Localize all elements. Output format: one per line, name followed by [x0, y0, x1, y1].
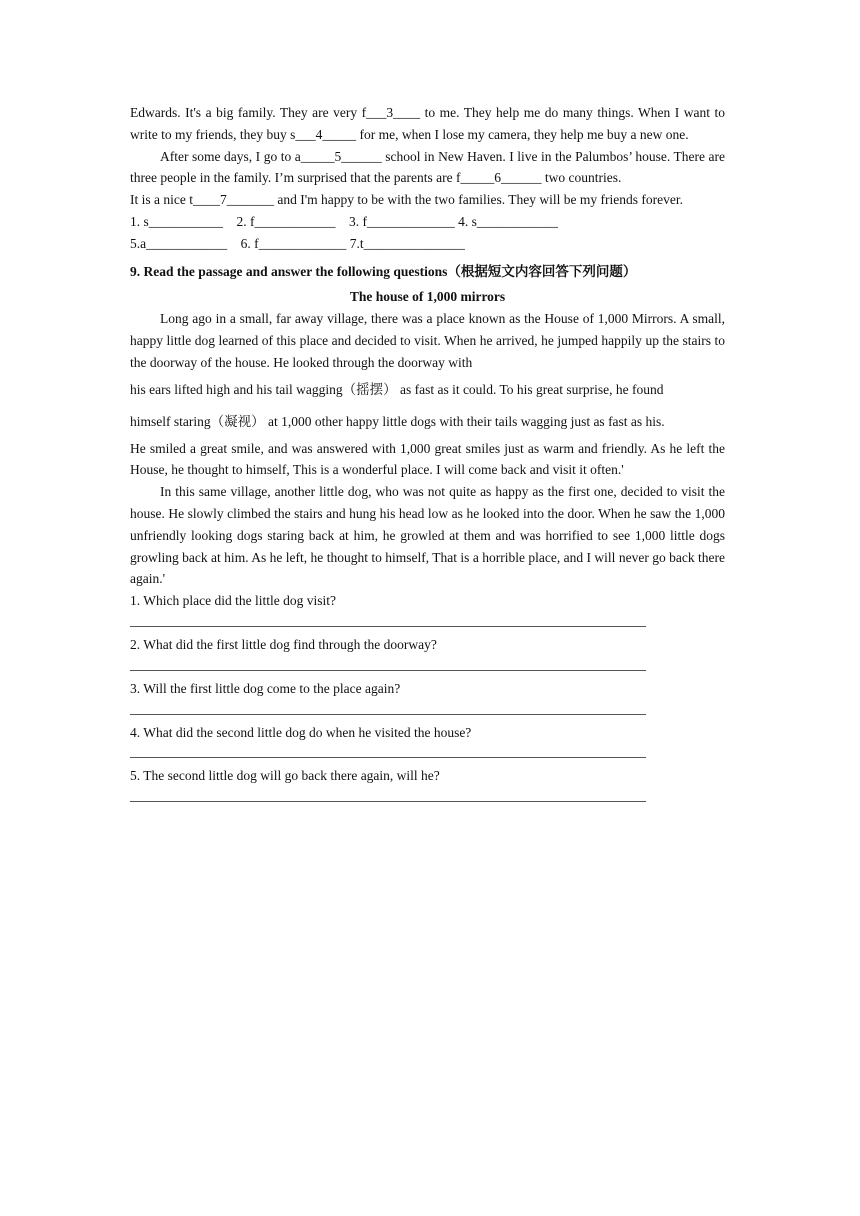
question-4: 4. What did the second little dog do when he visited the house? — [130, 724, 472, 740]
cloze-answer-row-1: 1. s___________ 2. f____________ 3. f_____________ 4. s____________ — [130, 213, 558, 229]
cloze-paragraph-3: It is a nice t____7_______ and I'm happy to be with the two families. They will be my friends forever. — [130, 192, 683, 208]
worksheet-page — [130, 102, 725, 809]
question-5: 5. The second little dog will go back there again, will he? — [130, 768, 440, 784]
answer-line-2[interactable] — [130, 656, 646, 671]
cloze-answer-row-2: 5.a____________ 6. f_____________ 7.t_______________ — [130, 235, 465, 251]
passage-paragraph-1d: He smiled a great smile, and was answered with 1,000 great smiles just as warm and friendly. As he left the House, he thought to himself, This is a wonderful place. I will come back and visit it often.' — [130, 440, 725, 478]
passage-title: The house of 1,000 mirrors — [349, 289, 506, 305]
answer-line-5[interactable] — [130, 787, 646, 802]
question-2: 2. What did the first little dog find through the doorway? — [130, 636, 437, 652]
answer-line-1[interactable] — [130, 612, 646, 627]
passage-paragraph-1b: his ears lifted high and his tail wagging（摇摆） as fast as it could. To his great surprise, he found — [130, 381, 664, 397]
passage-paragraph-1c: himself staring（凝视） at 1,000 other happy little dogs with their tails wagging just as fast as his. — [130, 413, 665, 429]
passage-paragraph-1a: Long ago in a small, far away village, there was a place known as the House of 1,000 Mirrors. A small, happy little dog learned of this place and decided to visit. When he arrived, he jumped happily up the stairs to the doorway of the house. He looked through the doorway with — [130, 311, 725, 370]
question-3: 3. Will the first little dog come to the place again? — [130, 680, 401, 696]
cloze-paragraph-1: Edwards. It's a big family. They are very f___3____ to me. They help me do many things. When I want to write to my friends, they buy s___4_____ for me, when I lose my camera, they help me buy a new one. — [130, 105, 725, 142]
cloze-paragraph-2: After some days, I go to a_____5______ school in New Haven. I live in the Palumbos’ house. There are three people in the family. I’m surprised that the parents are f_____6______ two countries. — [130, 148, 725, 186]
answer-line-4[interactable] — [130, 743, 646, 758]
passage-paragraph-2: In this same village, another little dog, who was not quite as happy as the first one, decided to visit the house. He slowly climbed the stairs and hung his head low as he looked into the door. When he saw the 1,000 unfriendly looking dogs staring back at him, he growled at them and was horrified to see 1,000 little dogs growling back at him. As he left, he thought to himself, That is a horrible place, and I will never go back there again.' — [130, 484, 725, 587]
section-heading: 9. Read the passage and answer the following questions（根据短文内容回答下列问题） — [130, 263, 637, 279]
question-1: 1. Which place did the little dog visit? — [130, 593, 336, 609]
answer-line-3[interactable] — [130, 700, 646, 715]
